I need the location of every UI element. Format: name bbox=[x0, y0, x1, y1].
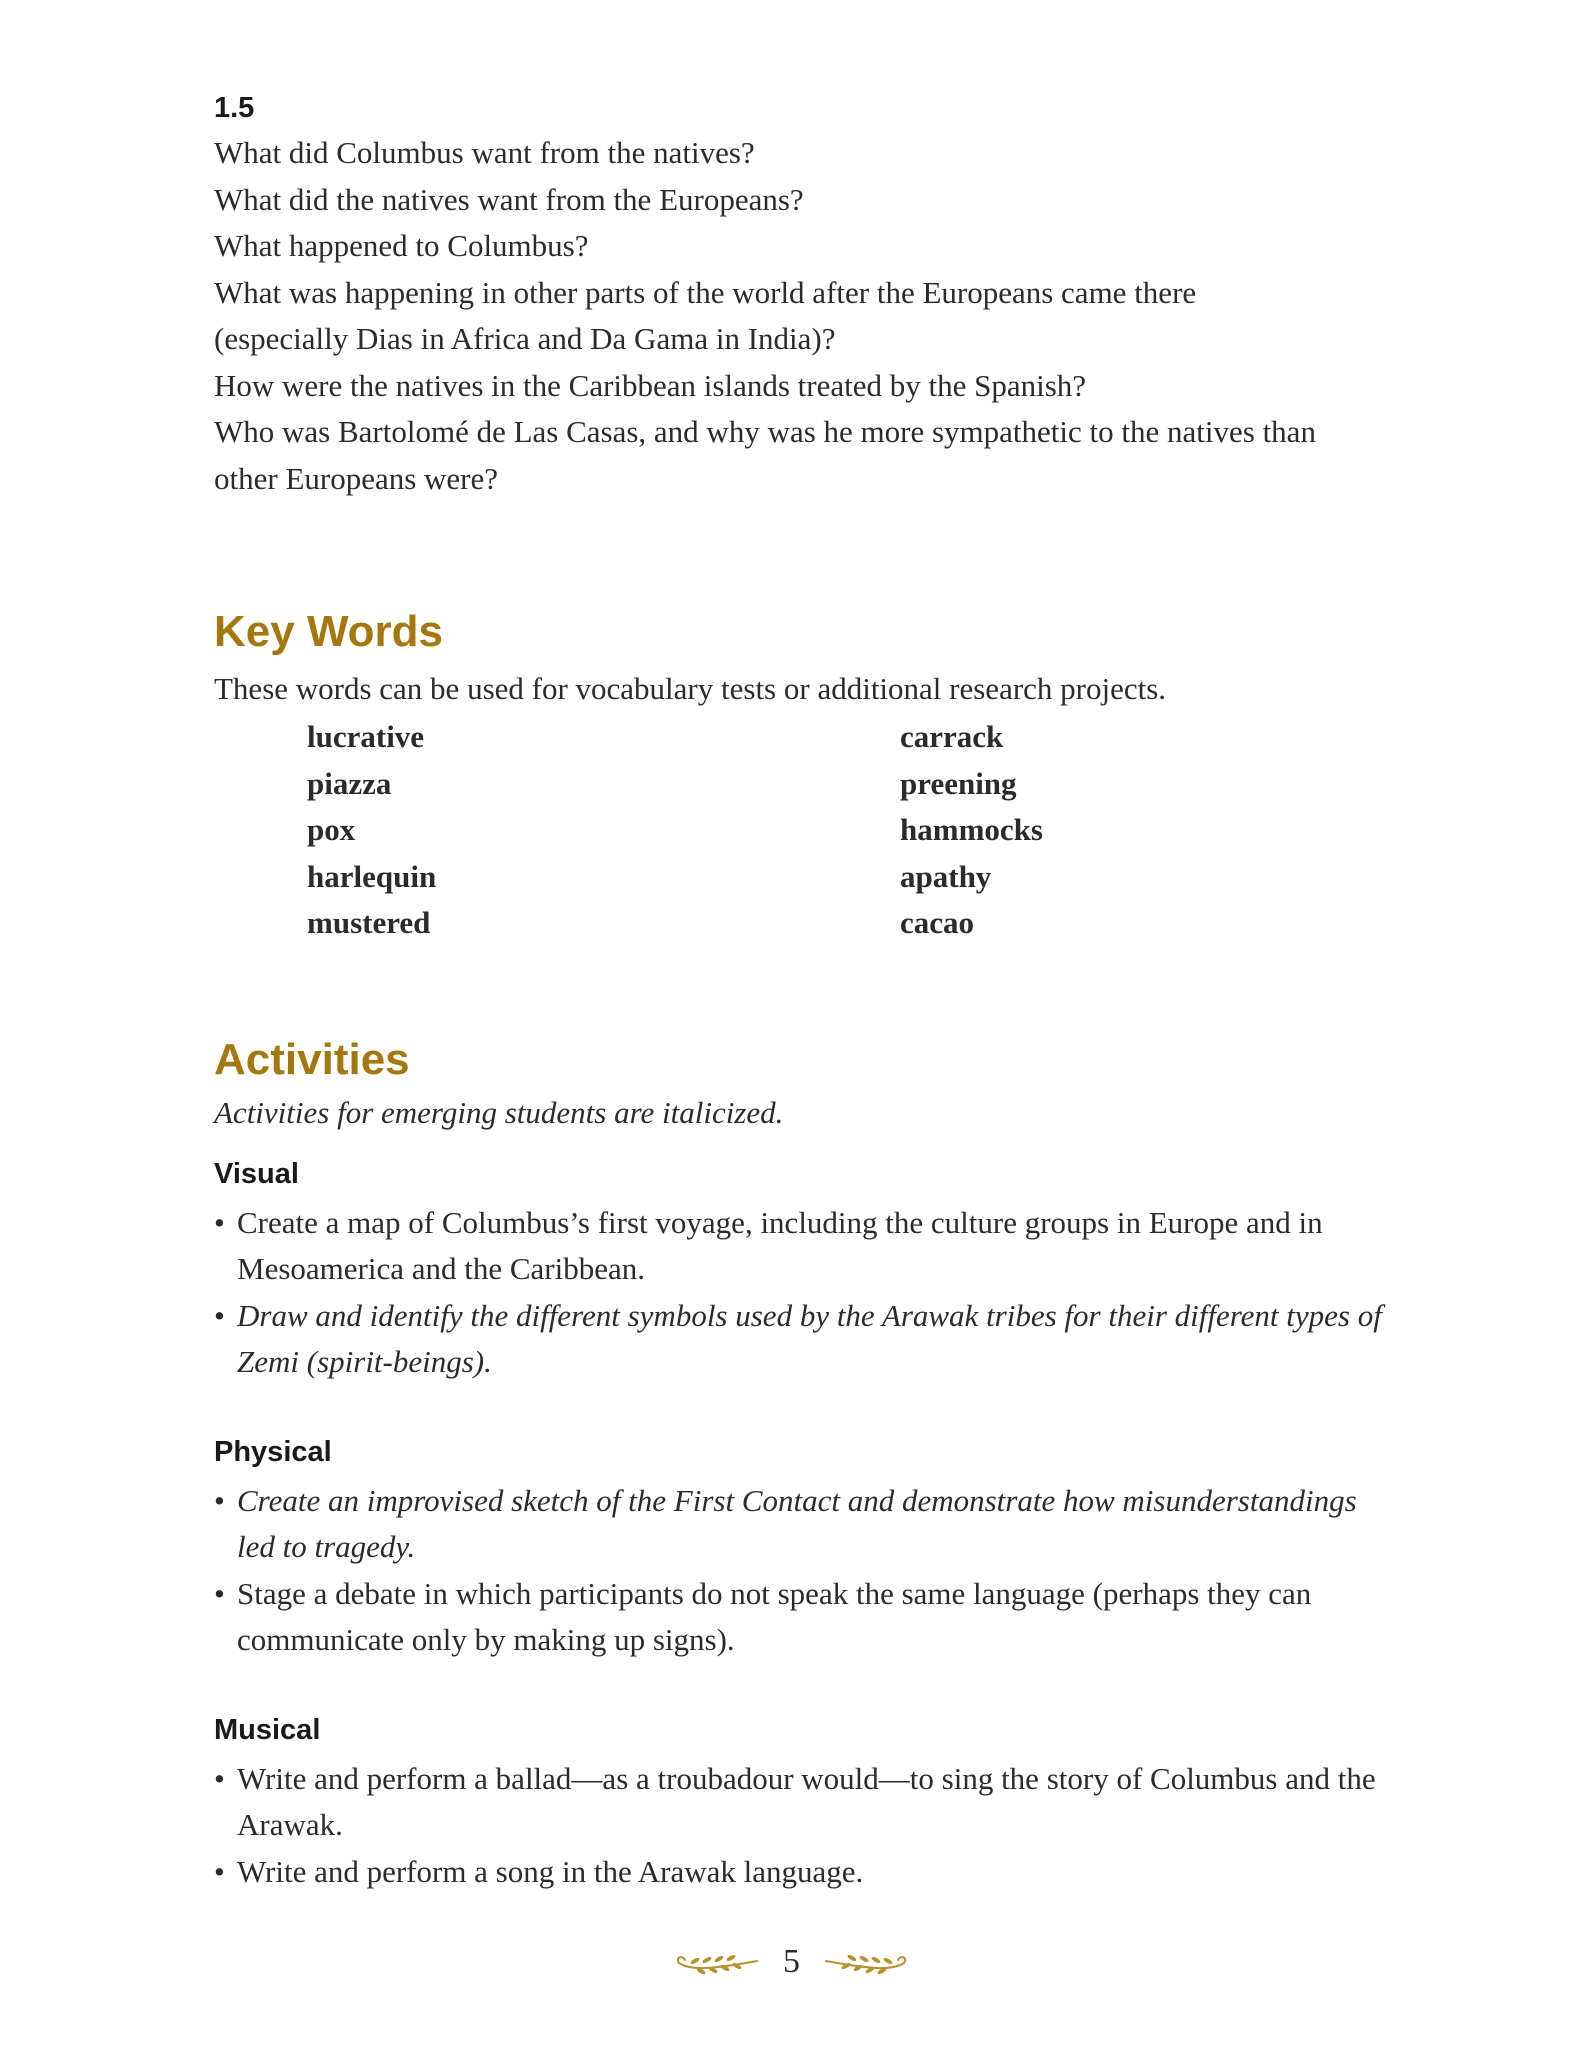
key-words-intro: These words can be used for vocabulary tests or additional research projects. bbox=[214, 671, 1167, 706]
question-line: What did Columbus want from the natives? bbox=[214, 135, 755, 170]
physical-subheading: Physical bbox=[214, 1435, 332, 1468]
key-word: mustered bbox=[307, 905, 431, 940]
question-line: other Europeans were? bbox=[214, 460, 499, 496]
key-word: lucrative bbox=[307, 719, 425, 754]
activity-item: • Stage a debate in which participants do not speak the same language (perhaps they can communicate only by making up signs). bbox=[214, 1571, 1384, 1664]
key-word: carrack bbox=[900, 719, 1004, 754]
key-word: piazza bbox=[307, 765, 392, 801]
key-word: harlequin bbox=[307, 858, 437, 894]
key-words-list bbox=[307, 714, 1384, 947]
question-line: What was happening in other parts of the world after the Europeans came there bbox=[214, 274, 1197, 310]
visual-activities-list bbox=[214, 1200, 1384, 1386]
review-questions bbox=[214, 130, 1384, 502]
key-word: pox bbox=[307, 812, 356, 847]
key-word: hammocks bbox=[900, 812, 1043, 847]
activity-item: • Write and perform a song in the Arawak language. bbox=[214, 1849, 1384, 1896]
page-footer bbox=[0, 1942, 1583, 1982]
key-word: apathy bbox=[900, 858, 992, 894]
musical-subheading: Musical bbox=[214, 1713, 321, 1746]
activity-item: • Create an improvised sketch of the First Contact and demonstrate how misunderstandings led to tragedy. bbox=[214, 1478, 1384, 1571]
question-line: (especially Dias in Africa and Da Gama in India)? bbox=[214, 321, 836, 356]
page-number: 5 bbox=[783, 1943, 800, 1980]
question-line: Who was Bartolomé de Las Casas, and why was he more sympathetic to the natives than bbox=[214, 414, 1316, 449]
question-line: What happened to Columbus? bbox=[214, 228, 589, 263]
physical-activities-list bbox=[214, 1478, 1384, 1664]
section-number: 1.5 bbox=[214, 92, 255, 124]
activities-intro: Activities for emerging students are italicized. bbox=[214, 1094, 784, 1130]
key-word: preening bbox=[900, 765, 1017, 801]
key-word: cacao bbox=[900, 905, 975, 940]
leaf-flourish-icon bbox=[820, 1947, 910, 1977]
question-line: What did the natives want from the Europeans? bbox=[214, 181, 804, 217]
musical-activities-list bbox=[214, 1756, 1384, 1896]
visual-subheading: Visual bbox=[214, 1157, 299, 1190]
activity-item: • Draw and identify the different symbols used by the Arawak tribes for their different types of Zemi (spirit-beings). bbox=[214, 1293, 1384, 1386]
document-page bbox=[214, 88, 1384, 1895]
activity-item: • Write and perform a ballad—as a troubadour would—to sing the story of Columbus and the Arawak. bbox=[214, 1756, 1384, 1849]
leaf-flourish-icon bbox=[673, 1947, 763, 1977]
activities-heading: Activities bbox=[214, 1034, 410, 1084]
activity-item: • Create a map of Columbus’s first voyage, including the culture groups in Europe and in Mesoamerica and the Caribbean. bbox=[214, 1200, 1384, 1293]
key-words-heading: Key Words bbox=[214, 607, 444, 656]
question-line: How were the natives in the Caribbean islands treated by the Spanish? bbox=[214, 367, 1087, 403]
